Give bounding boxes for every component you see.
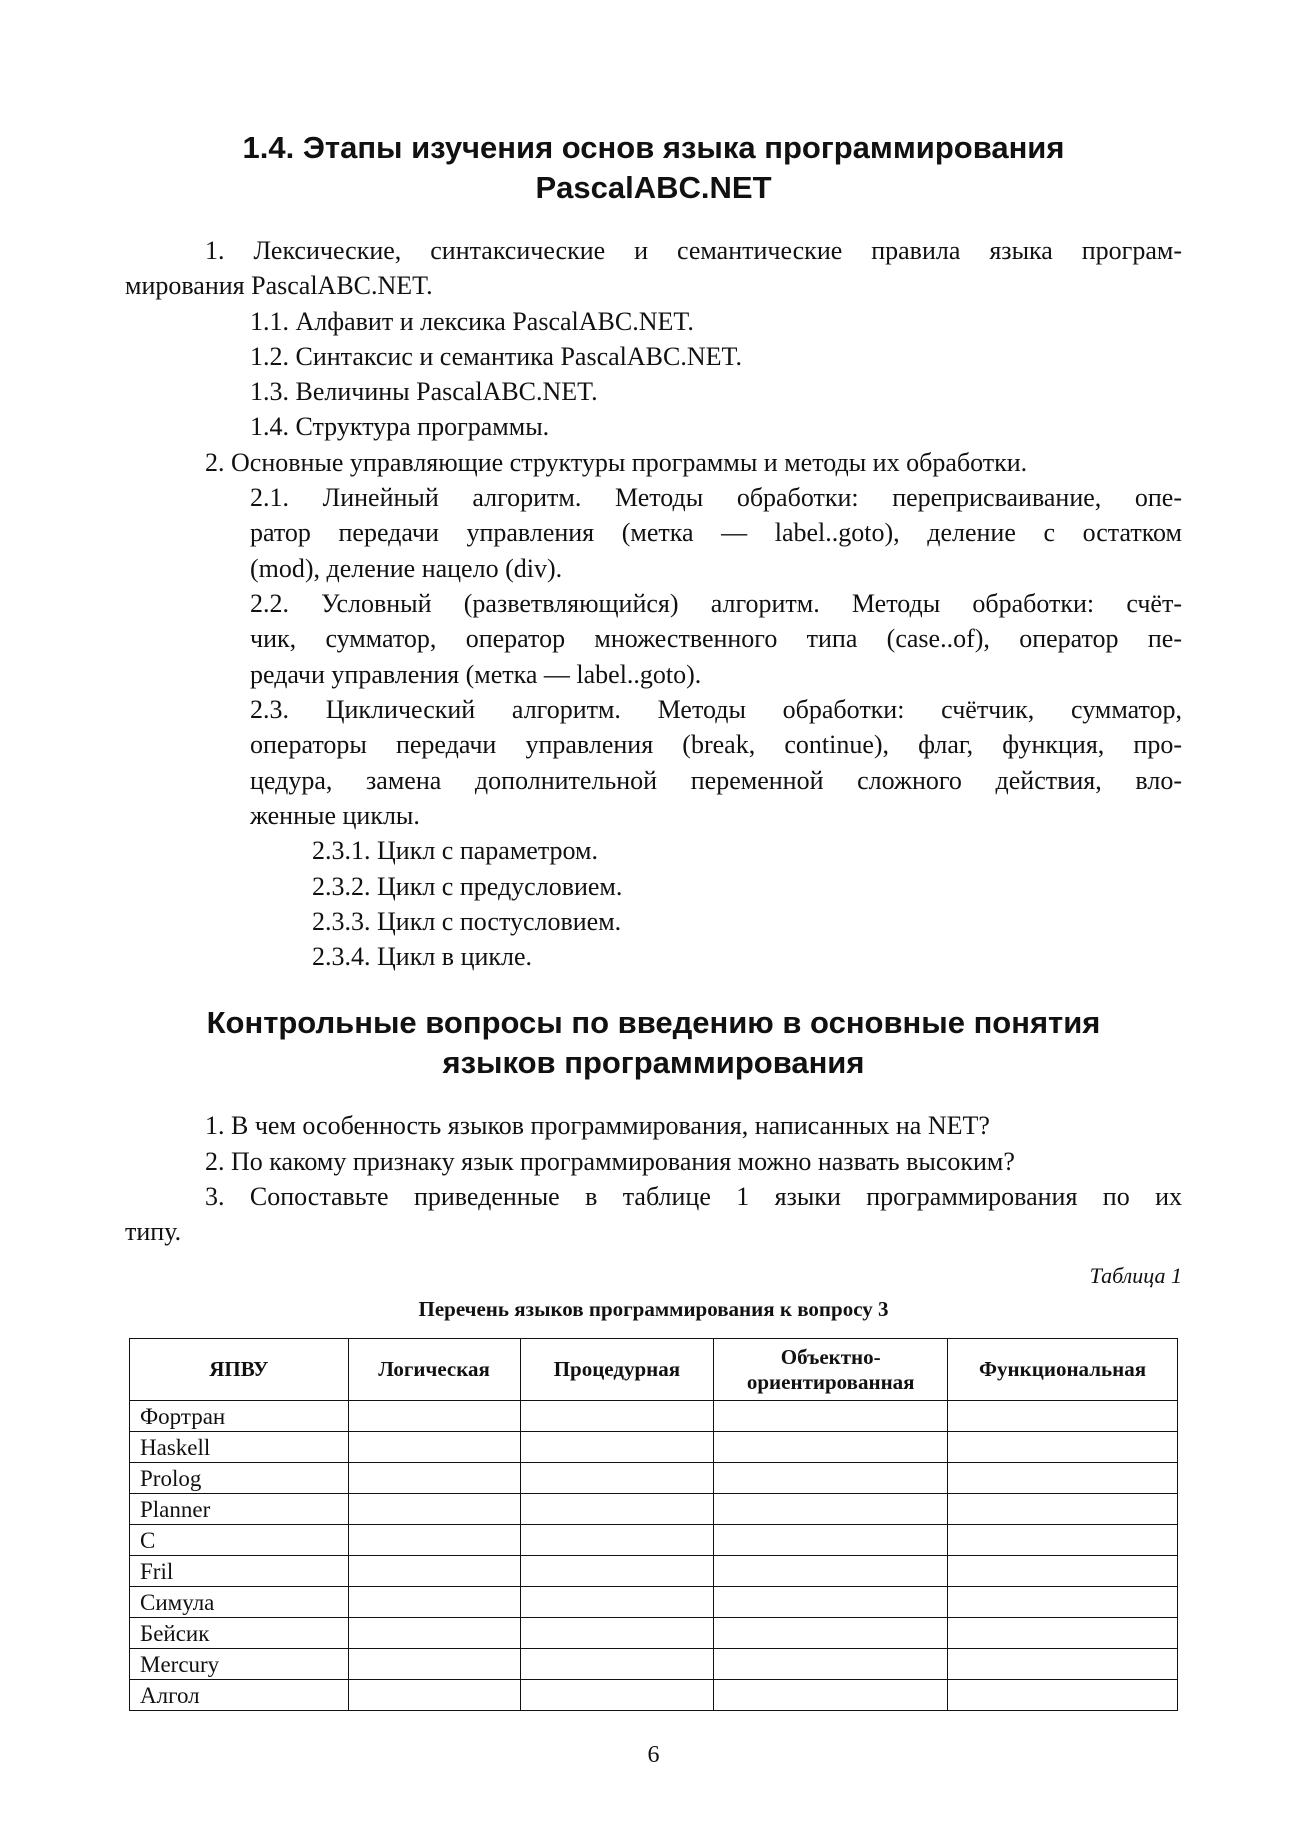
table-cell (948, 1525, 1178, 1556)
text-line: 2.3.1. Цикл с параметром. (312, 836, 598, 865)
text-line: 2.3.2. Цикл с предусловием. (312, 872, 623, 901)
language-name: Симула (130, 1587, 349, 1618)
table-row (130, 1556, 1178, 1587)
text-line: 2.3. Циклический алгоритм. Методы обработки: счётчик, сумматор, (250, 695, 1182, 724)
table-cell (520, 1587, 714, 1618)
text-line: операторы передачи управления (break, continue), флаг, функция, про- (250, 730, 1182, 759)
language-name: Бейсик (130, 1618, 349, 1649)
table-header-row (130, 1339, 1178, 1401)
language-name: Planner (130, 1494, 349, 1525)
table-cell (348, 1432, 520, 1463)
table-cell (948, 1432, 1178, 1463)
table-cell (714, 1525, 948, 1556)
table-cell (714, 1587, 948, 1618)
question-line: типу. (125, 1217, 182, 1246)
section-title-line-2: PascalABC.NET (535, 170, 772, 205)
table-cell (948, 1401, 1178, 1432)
table-caption: Таблица 1 (1089, 1263, 1182, 1288)
table-cell (520, 1494, 714, 1525)
language-name: Алгол (130, 1680, 349, 1711)
table-cell (948, 1680, 1178, 1711)
table-cell (348, 1618, 520, 1649)
table-cell (714, 1680, 948, 1711)
table-cell (948, 1649, 1178, 1680)
table-cell (348, 1494, 520, 1525)
table-cell (948, 1618, 1178, 1649)
table-cell (714, 1649, 948, 1680)
text-line: 1. Лексические, синтаксические и семантические правила языка програм- (205, 236, 1182, 265)
table-cell (520, 1463, 714, 1494)
text-line: чик, сумматор, оператор множественного типа (case..of), оператор пе- (250, 624, 1182, 653)
table-title: Перечень языков программирования к вопросу 3 (418, 1297, 889, 1321)
table-cell (948, 1494, 1178, 1525)
text-line: 2.3.4. Цикл в цикле. (312, 942, 533, 971)
table-cell (520, 1401, 714, 1432)
table-row (130, 1463, 1178, 1494)
table-cell (520, 1618, 714, 1649)
text-line: 1.3. Величины PascalABC.NET. (250, 377, 598, 406)
header-object-oriented: Объектно- ориентированная (714, 1339, 948, 1401)
language-name: Prolog (130, 1463, 349, 1494)
table-row (130, 1525, 1178, 1556)
table-row (130, 1587, 1178, 1618)
table-cell (948, 1556, 1178, 1587)
table-cell (714, 1494, 948, 1525)
text-line: женные циклы. (250, 801, 420, 830)
text-line: 1.4. Структура программы. (250, 412, 550, 441)
language-name: Haskell (130, 1432, 349, 1463)
table-cell (520, 1649, 714, 1680)
table-row (130, 1680, 1178, 1711)
question-line: 3. Сопоставьте приведенные в таблице 1 языки программирования по их (205, 1182, 1182, 1211)
text-line: мирования PascalABC.NET. (125, 271, 433, 300)
language-name: Mercury (130, 1649, 349, 1680)
section-title-line-1: 1.4. Этапы изучения основ языка программирования (242, 130, 1065, 165)
language-name: Фортран (130, 1401, 349, 1432)
table-row (130, 1401, 1178, 1432)
questions-title-line-1: Контрольные вопросы по введению в основные понятия (206, 1005, 1101, 1040)
header-ypvu: ЯПВУ (130, 1339, 349, 1401)
table-cell (714, 1463, 948, 1494)
table-cell (714, 1618, 948, 1649)
header-procedural: Процедурная (520, 1339, 714, 1401)
table-cell (520, 1680, 714, 1711)
table-cell (520, 1525, 714, 1556)
table-cell (348, 1556, 520, 1587)
table-row (130, 1649, 1178, 1680)
text-line: 2.1. Линейный алгоритм. Методы обработки: переприсваивание, опе- (250, 483, 1182, 512)
text-line: 2.3.3. Цикл с постусловием. (312, 907, 622, 936)
questions-title-line-2: языков программирования (442, 1045, 865, 1080)
table-cell (948, 1587, 1178, 1618)
table-cell (348, 1680, 520, 1711)
table-cell (714, 1401, 948, 1432)
table-cell (714, 1556, 948, 1587)
language-name: Fril (130, 1556, 349, 1587)
table-row (130, 1432, 1178, 1463)
text-line: цедура, замена дополнительной переменной сложного действия, вло- (250, 766, 1182, 795)
table-cell (520, 1432, 714, 1463)
table-cell (348, 1463, 520, 1494)
question-line: 2. По какому признаку язык программирования можно назвать высоким? (205, 1147, 1015, 1176)
table-row (130, 1494, 1178, 1525)
language-name: C (130, 1525, 349, 1556)
languages-table (129, 1338, 1178, 1711)
table-cell (348, 1525, 520, 1556)
table-row (130, 1618, 1178, 1649)
table-cell (348, 1649, 520, 1680)
text-line: 1.1. Алфавит и лексика PascalABC.NET. (250, 307, 694, 336)
table-cell (948, 1463, 1178, 1494)
table-cell (348, 1401, 520, 1432)
text-line: 1.2. Синтаксис и семантика PascalABC.NET. (250, 342, 742, 371)
text-line: (mod), деление нацело (div). (250, 554, 563, 583)
table-cell (348, 1587, 520, 1618)
page-number: 6 (647, 1742, 660, 1768)
header-functional: Функциональная (948, 1339, 1178, 1401)
text-line: редачи управления (метка — label..goto). (250, 660, 702, 689)
table-cell (520, 1556, 714, 1587)
text-line: 2. Основные управляющие структуры программы и методы их обработки. (205, 448, 1028, 477)
text-line: ратор передачи управления (метка — label..goto), деление с остатком (250, 518, 1182, 547)
table-cell (714, 1432, 948, 1463)
header-logical: Логическая (348, 1339, 520, 1401)
question-line: 1. В чем особенность языков программирования, написанных на NET? (205, 1111, 990, 1140)
text-line: 2.2. Условный (разветвляющийся) алгоритм. Методы обработки: счёт- (250, 589, 1182, 618)
